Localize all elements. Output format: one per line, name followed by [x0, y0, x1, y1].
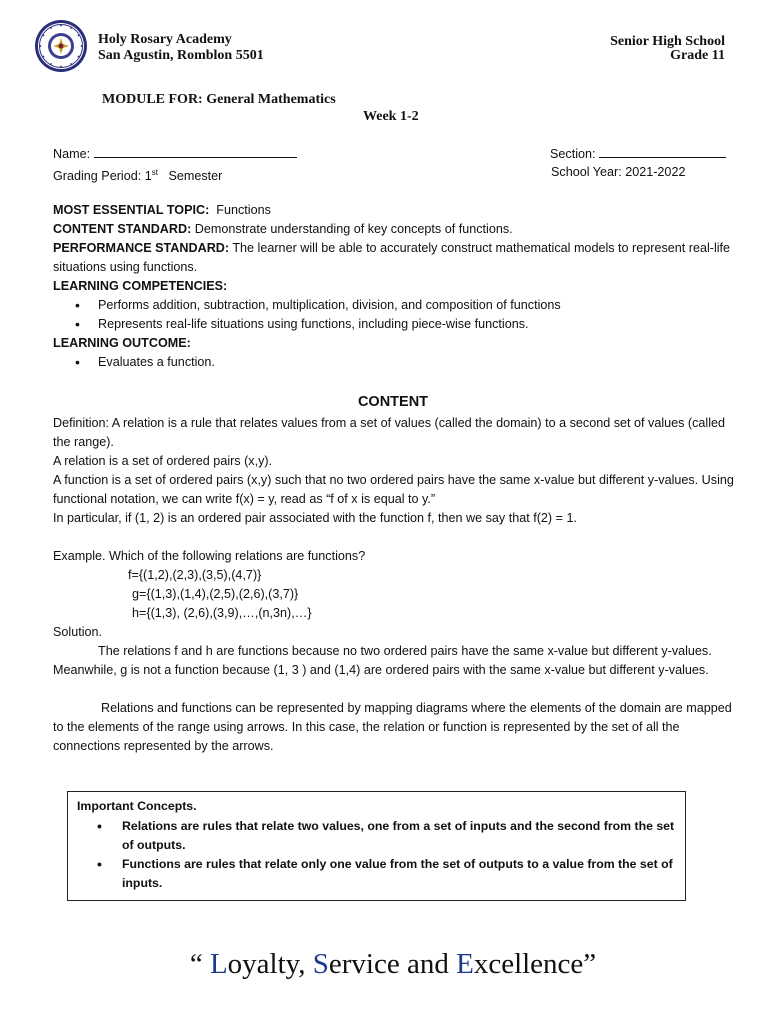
- essential-topic-label: MOST ESSENTIAL TOPIC:: [53, 203, 210, 217]
- motto-initial-s: S: [312, 948, 329, 980]
- grade-level: Grade 11: [670, 48, 725, 63]
- performance-standard-label: PERFORMANCE STANDARD:: [53, 241, 230, 255]
- set-h: h={(1,3), (2,6),(3,9),…,(n,3n),…}: [132, 606, 312, 620]
- competencies-heading: LEARNING COMPETENCIES:: [53, 279, 228, 293]
- name-blank[interactable]: [94, 145, 297, 158]
- content-heading: CONTENT: [357, 394, 429, 410]
- essential-topic-value: Functions: [216, 203, 271, 217]
- grading-semester: Semester: [168, 169, 223, 184]
- mapping-paragraph: Relations and functions can be represented by mapping diagrams where the elements of the domain are mapped to the elements of the range using arrows. In this case, the relation or function is represented by the set of all the connections represented by the arrows.: [53, 701, 732, 753]
- outcome-list: [53, 353, 737, 372]
- module-week: Week 1-2: [363, 109, 419, 124]
- school-motto: “ Loyalty, Service and Excellence”: [189, 948, 597, 980]
- module-subject: General Mathematics: [206, 92, 336, 107]
- motto-initial-l: L: [209, 948, 228, 980]
- list-item: • Performs addition, subtraction, multiplication, division, and composition of functions: [53, 296, 737, 315]
- name-field[interactable]: [53, 145, 297, 164]
- competencies-list: [53, 296, 737, 334]
- list-item: • Evaluates a function.: [53, 353, 737, 372]
- relation-paragraph: A relation is a set of ordered pairs (x,y).: [53, 454, 273, 468]
- outcome-heading: LEARNING OUTCOME:: [53, 336, 191, 350]
- school-year: School Year: 2021-2022: [551, 165, 686, 179]
- section-blank[interactable]: [599, 145, 726, 158]
- list-item: • Functions are rules that relate only one value from the set of outputs to a value from the set of inputs.: [77, 855, 677, 893]
- set-g: g={(1,3),(1,4),(2,5),(2,6),(3,7)}: [132, 587, 299, 601]
- school-seal-logo: [34, 19, 88, 73]
- school-address: San Agustin, Romblon 5501: [98, 48, 264, 63]
- section-label: Section:: [550, 147, 596, 161]
- particular-paragraph: In particular, if (1, 2) is an ordered pair associated with the function f, then we say that f(2) = 1.: [53, 511, 577, 525]
- topic-block: [53, 201, 737, 372]
- motto-initial-e: E: [456, 948, 474, 980]
- school-name: Holy Rosary Academy: [98, 32, 232, 47]
- essential-topic: [53, 201, 737, 220]
- section-field[interactable]: [550, 145, 726, 164]
- performance-standard: [53, 239, 737, 277]
- grading-period: [53, 163, 222, 186]
- grading-sup: st: [151, 168, 158, 177]
- solution-paragraph: The relations f and h are functions because no two ordered pairs have the same x-value but different y-values. Meanwhile, g is not a function because (1, 3 ) and (1,4) are ordered pairs with the same x-value but different y-values.: [53, 644, 712, 677]
- name-label: Name:: [53, 147, 91, 161]
- definition-paragraph: Definition: A relation is a rule that relates values from a set of values (called the domain) to a second set of values (called the range).: [53, 416, 726, 449]
- important-concepts-title: Important Concepts.: [77, 799, 197, 813]
- solution-label: Solution.: [53, 625, 103, 639]
- grading-label: Grading Period: 1: [53, 169, 152, 184]
- content-standard-value: Demonstrate understanding of key concepts of functions.: [194, 222, 513, 236]
- content-standard: [53, 220, 737, 239]
- content-body: [53, 414, 737, 756]
- school-level: Senior High School: [610, 34, 725, 49]
- example-paragraph: Example. Which of the following relations are functions?: [53, 549, 366, 563]
- list-item: • Represents real-life situations using functions, including piece-wise functions.: [53, 315, 737, 334]
- function-paragraph: A function is a set of ordered pairs (x,y) such that no two ordered pairs have the same x-value but different y-values. Using functional notation, we can write f(x) = y, read as “f of x is equal to y.”: [53, 473, 734, 506]
- performance-standard-value: The learner will be able to accurately construct mathematical models to represent real-life situations using functions.: [53, 241, 731, 274]
- important-concepts-box: [67, 791, 686, 901]
- module-title: [102, 92, 336, 108]
- important-concepts-list: [77, 817, 677, 893]
- set-f: f={(1,2),(2,3),(3,5),(4,7)}: [128, 568, 262, 582]
- list-item: • Relations are rules that relate two values, one from a set of inputs and the second from the set of outputs.: [77, 817, 677, 855]
- module-prefix: MODULE FOR:: [102, 92, 203, 107]
- content-standard-label: CONTENT STANDARD:: [53, 222, 192, 236]
